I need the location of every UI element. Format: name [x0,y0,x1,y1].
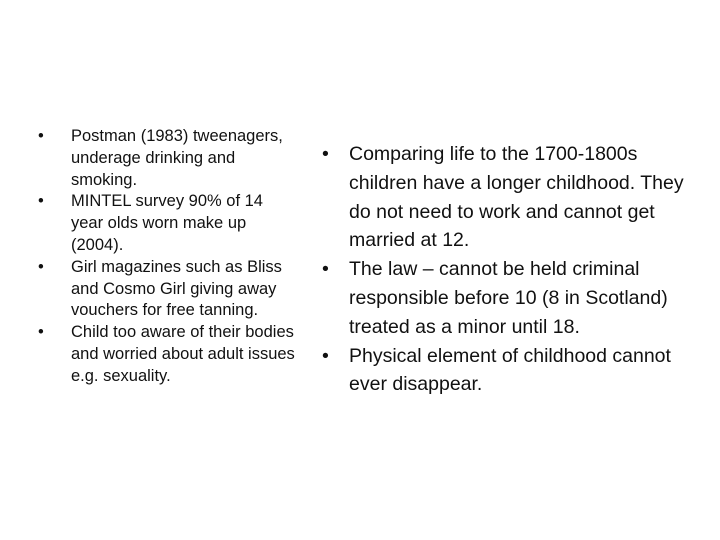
list-item-text: Physical element of childhood cannot ever disappear. [349,344,671,396]
list-item [322,255,692,341]
list-item-text: MINTEL survey 90% of 14 year olds worn make up (2004). [71,192,263,254]
list-item [322,140,692,255]
list-item [38,257,298,322]
right-bullet-list [322,140,692,399]
bullet-marker: • [38,127,44,145]
bullet-marker: • [38,257,44,276]
list-item-text: Comparing life to the 1700-1800s children have a longer childhood. They do not need to work and cannot get married at 12. [349,143,684,252]
left-bullet-list [38,126,298,388]
list-item [322,342,692,400]
list-item-text: Child too aware of their bodies and worried about adult issues e.g. sexuality. [71,323,295,385]
bullet-marker: • [38,192,44,211]
list-item [38,322,298,387]
list-item-text: Postman (1983) tweenagers, underage drinking and smoking. [71,127,283,189]
list-item [38,191,298,256]
bullet-marker: • [38,323,44,342]
bullet-marker: • [322,258,329,281]
list-item [38,126,298,191]
bullet-marker: • [322,143,329,165]
bullet-marker: • [322,344,329,367]
list-item-text: Girl magazines such as Bliss and Cosmo Girl giving away vouchers for free tanning. [71,257,282,320]
list-item-text: The law – cannot be held criminal responsible before 10 (8 in Scotland) treated as a minor until 18. [349,258,668,338]
